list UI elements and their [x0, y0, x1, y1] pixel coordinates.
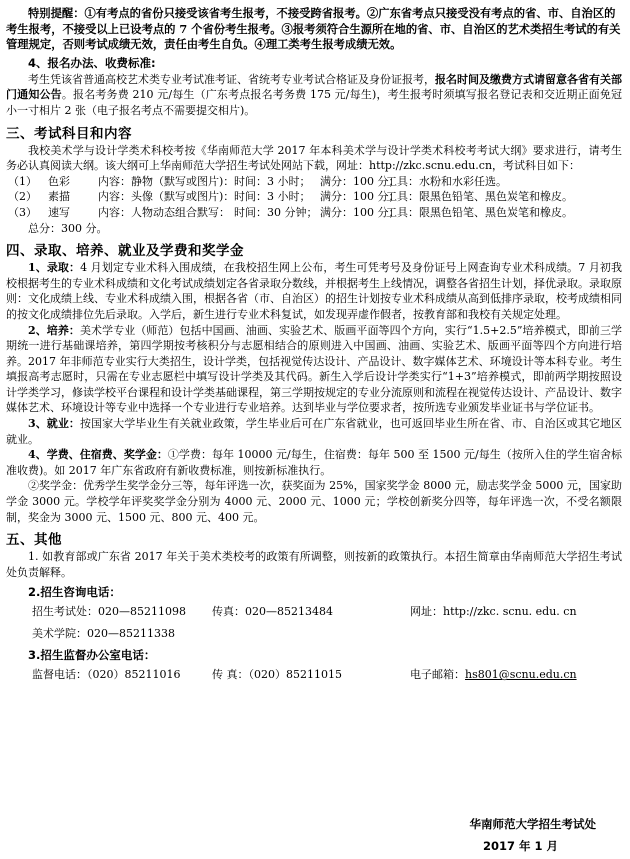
supervise-phone: 监督电话：（020）85211016	[32, 668, 181, 682]
fee-text: ①学费：每年 10000 元/每生，住宿费：每年 500 至 1500 元/每生（按所入住的学生宿舍标准收费)。如 2017 年广东省政府有新收费标准，则按新标准执行。	[6, 448, 622, 477]
supervise-email	[410, 664, 577, 686]
training-text: 美术学专业（师范）包括中国画、油画、实验艺术、版画平面等四个方向，实行“1.5+2.5”培养模式，即前三学期统一进行基础课培养，第四学期按考核积分与志愿相结合的原则进入中国画、油画、实验艺术、版画平面等四个方向进行培养。2017 年非师范专业实行大类招生，设计学类，包括视觉传达设计、产品设计、数字媒体艺术、环境设计等本科专业。考生填报高考志愿时，只需在专业志愿栏中填写设计学类及其代码。新生入学后设计学类实行“1+3”培养模式，即前两学期按照设计学类学习，修读学校平台课程和设计学类基础课程，第三学期按规定的专业分流原则和流程在视觉传达设计、产品设计、数字媒体艺术、环境设计等专业中选择一个专业进行专业培养。达到毕业与学位要求者，按所选专业颁发毕业证书与学位证书。	[6, 323, 622, 415]
consult-website-link[interactable]: 网址：http://zkc. scnu. edu. cn	[410, 605, 577, 619]
subject-number: （1）	[8, 174, 37, 188]
subject-row	[8, 189, 622, 205]
registration-text-c: 。报名考务费 210 元/每生（广东考点报名考务费 175 元/每生)，考生报考时须填写报名登记表和交近期正面免冠小一寸相片 2 张（电子报名考点不需要提交相片)。	[6, 88, 623, 117]
subject-score: 满分：100 分；	[320, 205, 400, 219]
subject-tool: 工具：限黑色铅笔、黑色炭笔和橡皮。	[386, 205, 573, 219]
registration-heading: 4、报名办法、收费标准:	[28, 55, 156, 70]
employment-label: 3、就业：	[28, 417, 80, 431]
consult-phone: 招生考试处：020—85211098	[32, 605, 186, 619]
subject-name: 素描	[48, 190, 70, 204]
consult-fax: 传真：020—85213484	[212, 605, 333, 619]
admission-heading: 四、录取、培养、就业及学费和奖学金	[6, 243, 244, 260]
subject-number: （3）	[8, 205, 37, 219]
training-label: 2、培养：	[28, 323, 80, 337]
registration-text-bold: 报名时间及缴费方式请留意各省有关部门通知公告	[6, 72, 622, 102]
subjects-total: 总分：300 分。	[28, 221, 108, 235]
subject-name: 色彩	[48, 174, 70, 188]
supervise-row	[32, 664, 622, 686]
subject-number: （2）	[8, 190, 37, 204]
admission-label: 1、录取：	[28, 261, 81, 275]
consult-row	[32, 623, 622, 645]
subject-time: 时间：3 小时；	[234, 174, 311, 188]
subject-time: 时间：3 小时；	[234, 190, 311, 204]
subject-list	[6, 174, 622, 236]
consult-row	[32, 601, 622, 623]
subject-name: 速写	[48, 205, 70, 219]
subject-tool: 工具：限黑色铅笔、黑色炭笔和橡皮。	[386, 190, 573, 204]
employment-text: 按国家大学毕业生有关就业政策，学生毕业后可在广东省就业，也可返回毕业生所在省、市、自治区或其它地区就业。	[6, 417, 623, 446]
art-school-phone: 美术学院：020—85211338	[32, 627, 175, 641]
subject-score: 满分：100 分；	[320, 174, 400, 188]
consult-heading: 2.招生咨询电话：	[28, 585, 121, 600]
subject-content: 内容：人物动态组合默写：	[98, 205, 230, 219]
email-label: 电子邮箱：	[410, 668, 465, 682]
admission-text: 4 月划定专业术科入围成绩，在我校招生网上公布，考生可凭考号及身份证号上网查询专业术科成绩。7 月初我校根据考生的专业术科成绩和文化考试成绩划定各省录取分数线，并根据考生上线情况，调整各省招生计划，择优录取。录取原则：文化成绩上线、专业术科成绩入围，根据各省（市、自治区）的招生计划按专业术科成绩从高到低排序录取，校考成绩相同的按文化成绩排位先后录取。入学后，新生进行专业术科复试，如发现弄虚作假者，按教育部和我校有关规定处理。	[6, 261, 622, 321]
scholarship-paragraph: ②奖学金：优秀学生奖学金分三等，每年评选一次，获奖面为 25%，国家奖学金 8000 元，励志奖学金 5000 元，国家助学金 3000 元。学校学年评奖奖学金分别为 4000 元、2000 元、1000 元；学校创新奖分四等，每年评选一次，不受名额限制，奖金为 3000 元、1500 元、800 元、400 元。	[6, 479, 622, 524]
email-link[interactable]: hs801@scnu.edu.cn	[465, 668, 577, 682]
registration-text-a: 考生凭该省普通高校艺术类专业考试准考证、省统考专业考试合格证及身份证报考，	[28, 72, 435, 86]
subject-row	[8, 205, 622, 221]
supervise-heading: 3.招生监督办公室电话：	[28, 648, 156, 663]
exam-subjects-paragraph: 我校美术学与设计学类术科校考按《华南师范大学 2017 年本科美术学与设计学类术科校考考试大纲》要求进行，请考生务必认真阅读大纲。该大纲可上华南师范大学招生考试处网站下载，网址：http://zkc.scnu.edu.cn，考试科目如下：	[6, 143, 622, 173]
other-paragraph: 1. 如教育部或广东省 2017 年关于美术类校考的政策有所调整，则按新的政策执行。本招生简章由华南师范大学招生考试处负责解释。	[6, 550, 622, 579]
supervise-fax: 传 真：（020）85211015	[212, 668, 342, 682]
fee-label: 4、学费、住宿费、奖学金：	[28, 448, 168, 462]
special-notice: 特别提醒：①有考点的省份只接受该省考生报考，不接受跨省报考。②广东省考点只接受没有考点的省、市、自治区的考生报考，不接受以上已设考点的 7 个省份考生报考。③报考须符合生源所在地的省、市、自治区的艺术类招生考试的有关管理规定，否则考试成绩无效，责任由考生自负。④理工类考生报考成绩无效。	[6, 6, 621, 52]
subject-time: 时间：30 分钟；	[234, 205, 318, 219]
training-paragraph	[6, 323, 622, 417]
admission-paragraph	[6, 260, 622, 322]
registration-paragraph	[6, 72, 622, 119]
subject-score: 满分：100 分；	[320, 190, 400, 204]
signature-organization: 华南师范大学招生考试处	[469, 817, 596, 831]
subject-tool: 工具：水粉和水彩任选。	[386, 174, 507, 188]
subject-row	[8, 174, 622, 190]
employment-paragraph	[6, 416, 622, 447]
fee-paragraph	[6, 447, 622, 478]
signature-date: 2017 年 1 月	[482, 839, 558, 853]
exam-subjects-heading: 三、考试科目和内容	[6, 125, 132, 142]
subject-content: 内容：静物（默写或图片)：	[98, 174, 235, 188]
admission-document	[6, 6, 622, 686]
subject-content: 内容：头像（默写或图片)：	[98, 190, 235, 204]
other-heading: 五、其他	[6, 532, 62, 549]
